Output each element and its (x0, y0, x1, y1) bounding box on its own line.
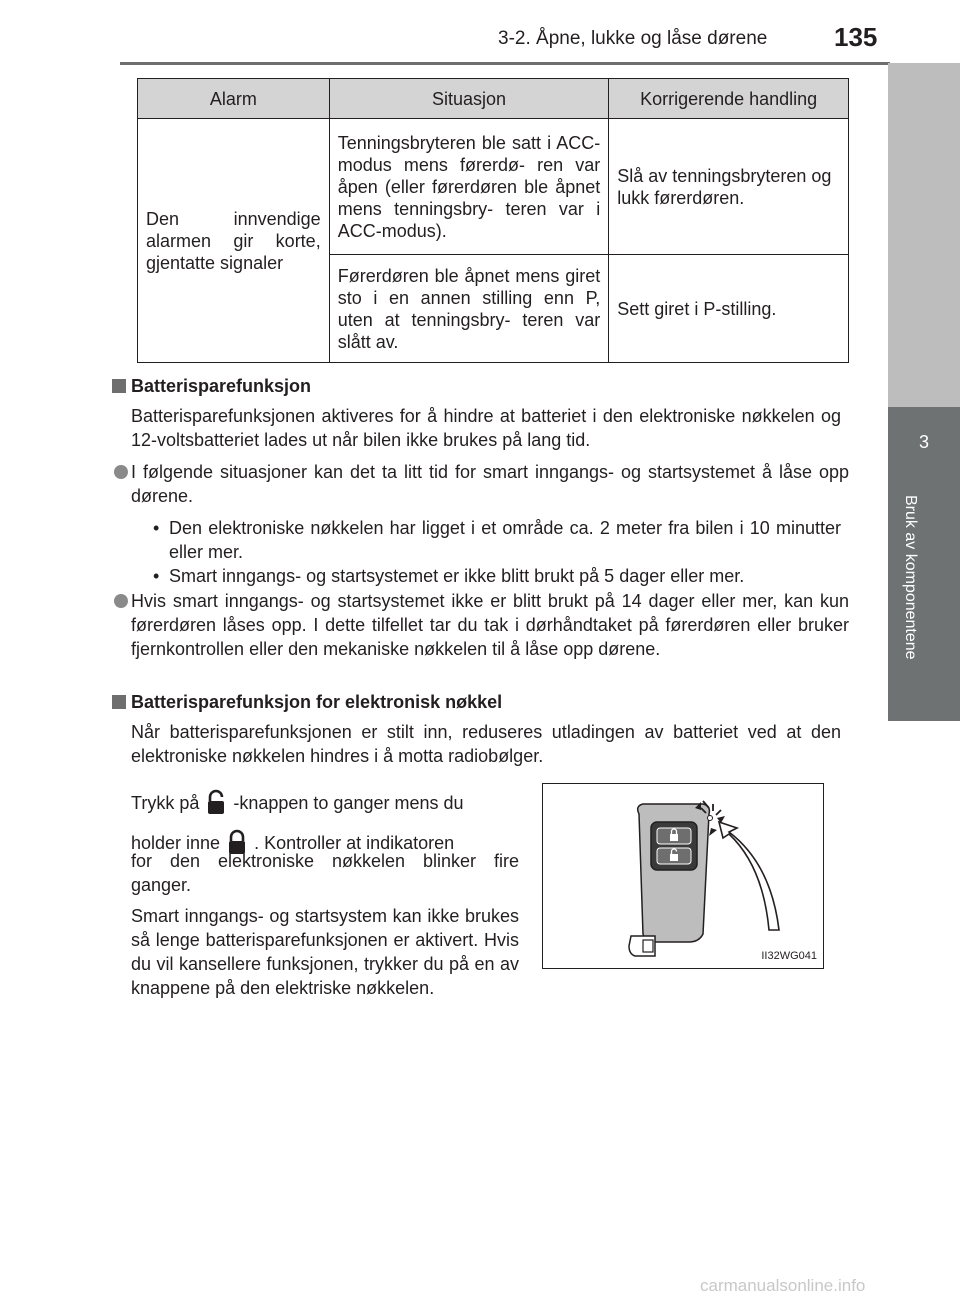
table-header-situation: Situasjon (329, 79, 609, 119)
cancel-note: Smart inngangs- og startsystem kan ikke brukes så lenge batterisparefunksjonen er aktivert. Hvis du vil kansellere funksjonen, trykker du på en av knappene på den elektriske nøkkelen. (131, 906, 519, 998)
circle-bullet-icon (114, 594, 128, 608)
list-item (153, 564, 841, 588)
smart-key-drawing (543, 784, 823, 968)
table-header-action: Korrigerende handling (609, 79, 849, 119)
figure-code: II32WG041 (761, 950, 817, 962)
list-item (131, 589, 849, 661)
alarm-cell: Den innvendige alarmen gir korte, gjentatte signaler (138, 119, 330, 363)
page-number: 135 (834, 22, 878, 52)
section-heading-battery-saving (112, 376, 311, 397)
list-item-text: Hvis smart inngangs- og startsystemet ikke er blitt brukt på 14 dager eller mer, kan kun førerdøren låses opp. I dette tilfellet tar du tak i dørhåndtaket på førerdøren eller bruker fjernkontrollen eller den mekaniske nøkkelen til å låse opp dørene. (131, 591, 849, 659)
key-illustration (542, 783, 824, 969)
table-header-row (138, 79, 849, 119)
section-heading-key-battery-saving (112, 692, 502, 713)
situation-cell: Tenningsbryteren ble satt i ACC-modus mens førerdø- ren var åpen (eller førerdøren ble åpnet mens tenningsbry- teren var i ACC-modus). (329, 119, 609, 255)
header-rule (120, 62, 890, 65)
square-bullet-icon (112, 695, 126, 709)
watermark: carmanualsonline.info (700, 1276, 866, 1295)
table-header-alarm: Alarm (138, 79, 330, 119)
list-item-text: I følgende situasjoner kan det ta litt tid for smart inngangs- og startsystemet å låse opp dørene. (131, 462, 849, 506)
action-cell: Slå av tenningsbryteren og lukk førerdøren. (609, 119, 849, 255)
section-heading-text: Batterisparefunksjon for elektronisk nøkkel (131, 692, 503, 712)
list-item-text: Smart inngangs- og startsystemet er ikke blitt brukt på 5 dager eller mer. (169, 566, 745, 586)
section-heading-text: Batterisparefunksjon (131, 376, 312, 396)
key-battery-saving-intro: Når batterisparefunksjonen er stilt inn, reduseres utladingen av batteriet ved at den elektroniske nøkkelen hindres i å motta radiobølger. (131, 722, 841, 766)
side-tab-number: 3 (918, 432, 929, 452)
lock-open-icon (205, 789, 227, 826)
dot-bullet-icon: • (153, 518, 160, 538)
header-section-title: 3-2. Åpne, lukke og låse dørene (498, 28, 768, 49)
situation-cell: Førerdøren ble åpnet mens giret sto i en annen stilling enn P, uten at tenningsbry- teren var slått av. (329, 255, 609, 363)
hold-text-b: . Kontroller at indikatoren (254, 833, 455, 853)
side-tab-upper (888, 63, 960, 407)
list-item (153, 516, 841, 564)
square-bullet-icon (112, 379, 126, 393)
dot-bullet-icon: • (153, 566, 160, 586)
press-text-b: -knappen to ganger mens du (233, 793, 464, 813)
hold-instruction-continued: for den elektroniske nøkkelen blinker fire ganger. (131, 851, 519, 895)
press-text-a: Trykk på (131, 793, 200, 813)
battery-saving-intro: Batterisparefunksjonen aktiveres for å hindre at batteriet i den elektroniske nøkkelen og 12-voltsbatteriet lades ut når bilen ikke brukes på lang tid. (131, 406, 841, 450)
list-item (131, 460, 849, 508)
circle-bullet-icon (114, 465, 128, 479)
alarm-table (137, 78, 849, 363)
side-tab-label: Bruk av komponentene (902, 495, 919, 660)
hold-text-a: holder inne (131, 833, 221, 853)
action-cell: Sett giret i P-stilling. (609, 255, 849, 363)
list-item-text: Den elektroniske nøkkelen har ligget i et område ca. 2 meter fra bilen i 10 minutter eller mer. (169, 518, 841, 562)
table-row (138, 119, 849, 255)
